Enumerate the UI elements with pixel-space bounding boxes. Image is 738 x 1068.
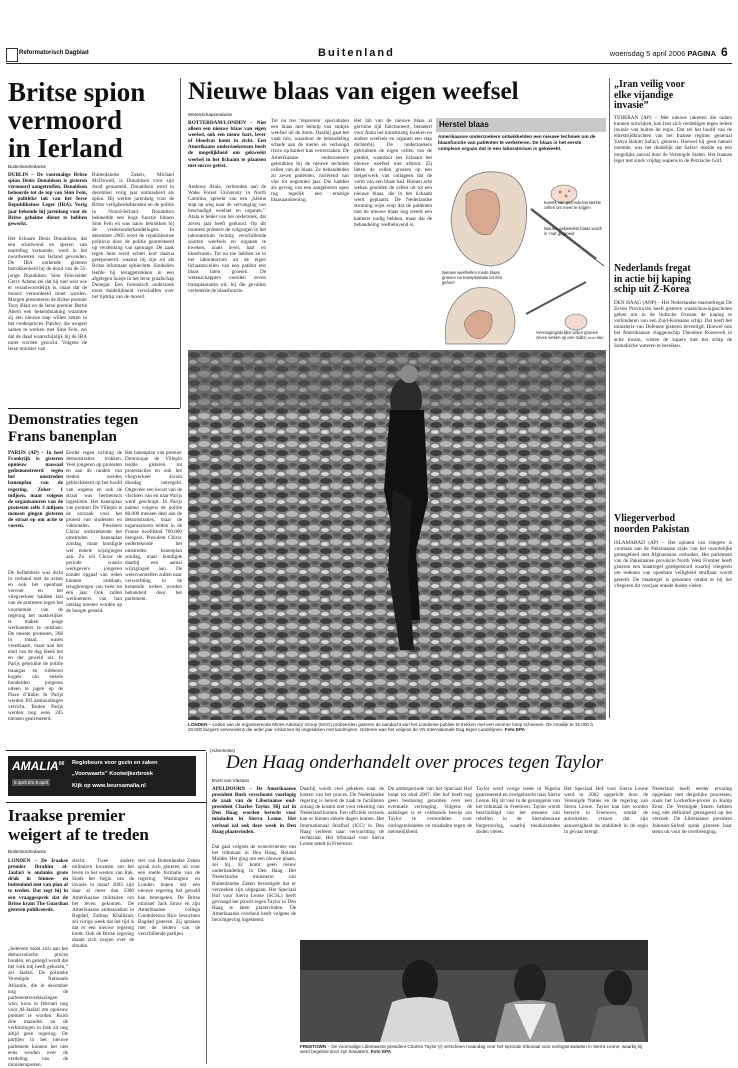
article-body: Anthony Atala, verbonden aan de Wake Forest University in North Carolina, spreekt van een ,,kleine stap op weg naar de vervanging van beschadigd weefsel en organen.’’ Atala is leider van het onderzoek, dat zeven jaar heeft geduurd. Op dit moment probeert de volgorgen in het laboratorium twintig verschillende soorten weefsels en organen te kweken, zoals lever, hart en bloedvaten. Tot nu toe hebben ze in het laboratorium uit de eigen lichaamscellen van een patiënt een blaas laten groeien. De wetenschappers voerden zeven transplantaties uit, bij die gevallen verbeterde de blaasfunctie. xyxy=(188,184,266,294)
byline: Wetenschapsredactie xyxy=(188,112,233,117)
brief-text: TEHERAN (AP) – Met nieuwe raketten die radars kunnen ontwijken, kan Iran zich verdedigen tegen iedere invasie van buiten de regio. Dat zei het hoofd van de elitestrijdkrachten van het Iraanse regime, generaal Yahya Rahim Safavi, gisteren. Hoewel hij geen namen noemde, was het duidelijk dat Safavi doelde op een mogelijke aanval door de Verenigde Staten. Het Iraanse leger test sinds vrijdag wapens in de Perzische Golf. xyxy=(614,115,732,164)
shoe-pile-image xyxy=(188,350,606,720)
brief-headline: Vliegerverbod noorden Pakistan xyxy=(614,513,690,535)
advert-banner xyxy=(8,756,196,796)
article-body: Het lichaam Denis Donaldson, dat een schotwond en sporen van marteling vertoonde, werd in het noordwesten van Ierland gevonden. De IRA ontkende gisteren betrokkenheid bij de dood van de 55-jarige Donaldson. Sinn Fein-leider Gerry Adams zei dat hij niet wist wie er verantwoordelijk is, maar dat de moord veroordeeld moet worden. Morgen presenteren de Britse premier Tony Blair en de Ierse premier Bertie Ahern een bekendmaking waarmee zij een nieuwe stap willen zetten in het vredesproces. Paisley, die weigert samen te werken met Sinn Fein, zei dat de daad waarschijnlijk bij de IRA moet worden gezocht. Volgens de Ierse minister van xyxy=(8,236,87,352)
article-lead: PARIJS (AP) – In heel Frankrijk is gisteren opnieuw massaal gedemonstreerd tegen het omstreden banenplan van de regering. Zeker 1 miljoen, maar volgens de organisatoren van de protesten zelfs 3 miljoen mensen gingen gisteren de straat op om actie te voeren. xyxy=(8,450,63,530)
article-lead: ROTTERDAM/LONDEN – Niet alleen een nieuwe blaas van eigen weefsel, ook een nieuw hart, lever of bloedvat komt in zicht. Een Amerikaans onderzoeksteam heeft de mogelijkheid om gekweekt weefsel in het lichaam te plaatsen met succes getest. xyxy=(188,120,266,169)
advert-dates: 5 april t/m 8 april xyxy=(14,780,48,785)
article-body: Het lab van de nieuwe blaas al gerruine tijd functioneert, benadert voor Atala het kunstmatig kweken en andere weefsels en organen een stap dichterbij. De onderzoekers gebruikten de eigen cellen van de patiënt, waardoor het lichaam het nieuwe weefsel niet afstoot. Zij lieten de cellen groeien op een steigerwerk van collageen dat de vorm van een blaas had. Binnen acht weken groeiden de cellen uit tot een nieuwe blaas, die in het lichaam werd geplaatst. De Nederlandse stroming wijst erop dat de patiënten met de nieuwe blaas nog steeds een katheter nodig hebben, maar dat de behandeling veelbelovend is. xyxy=(354,118,432,228)
page-date: woensdag 5 april 2006 PAGINA xyxy=(609,49,716,58)
masthead-rule xyxy=(6,63,732,64)
photo-taylor xyxy=(300,940,648,1042)
infographic-label: Nieuwe weefsellen mede blaas groeien na transplantatie tot één geheel xyxy=(442,270,503,285)
article-lead: LONDEN – De Iraakse premier Ibrahim al-Jaafari is ondanks grote druk in binnen- en buitenland niet van plan af te treden. Dat zegt hij in een vraaggesprek dat de Britse krant The Guardian gisteren publiceerde. xyxy=(8,858,68,913)
divider xyxy=(6,802,206,803)
article-body: Het banenplan van premier Dominique de Villepin leidde gisteren tot protestacties en ook het vliegverkeer kwam dinsdag ontregeld. Ongeveer een kwart van de vluchten van en naar Parijs werd geschrapt. In Parijs namen volgens de politie 80.000 mensen deel aan de demonstraties, maar de organisatoren telden in de Franse hoofdstad 700.000 betogers. President Chirac ondertekende het omstreden banenplan zondag, maar kondigde daarbij een aantal wijzigingen aan. De wetsvoorstellen zullen naar verwachting in de komende weken worden behandeld door het parlement. xyxy=(125,450,182,603)
article-body: De liefhebbers was dicht in verband met de acties en ook het openbaar vervoer en het vliegverkeer hadden last van de protesten tegen het voornemen van de regering het makkelijker te maken jonge werknemers te ontslaan. De meeste protesten, 268 in totaal, waren vreedzaam, maar aan het eind van de dag bleek het en der geweld uit. In Parijs gebruikte de politie traangas en rubberen kogels om enkele honderden jongeren uiteen te jagen op de Place d’Italie. In Parijs werden 383 aanhoudingen verricht. Buiten Parijs werden nog eens 245 mensen gearresteerd. xyxy=(8,570,63,723)
advert-line: Regiobeurs voor gezin en zaken xyxy=(72,760,158,766)
brief-headline: Nederlands fregat in actie bij kaping schip uit Z-Korea xyxy=(614,263,691,295)
photo-caption: LONDEN – Leden van de organiserende Mines Advisory Group (MAG) probeerden gisteren de aandacht van het Londense publiek te trekken met een enorme hoop schoenen. De moeilijk te 15.000 à 20.000 burgers verwondens die ieder jaar omkomen bij ongelukken met landmijnen. Gisteren was het volgens de VN Internationale Dag tegen Landmijnen. Foto EPA xyxy=(188,722,593,733)
taylor-image xyxy=(300,940,648,1042)
paper-logo xyxy=(6,48,18,62)
article-body: Het Speciaal Hof voor Sierra Leone werd in 2002 opgericht door de Verenigde Naties en de regering van Sierra Leone. Taylor kan niet worden berecht in Freetown, omdat de autoriteiten vrezen dat zijn aanwezigheid de stabiliteit in de regio in gevaar brengt. xyxy=(564,786,648,835)
byline: Buitenlandredactie xyxy=(8,849,47,854)
article-body: ster van Buitenlandse Zaken sprak zich gisteren uit voor een snelle formatie van de regering. Washington en Londen hopen dat een nieuwe regering het geweld kan beteugelen. De Britse minister Jack Straw en zijn Amerikaanse collega Condoleezza Rice bezochten Bagdad gisteren. Zij spraken met de leiders van de verschillende partijen. xyxy=(138,858,200,938)
photo-caption: FREETOWN – De voormalige Liberiaanse president Charles Taylor (r) verscheen maandag voor het speciale tribunaal voor oorlogsmisdaden in Sierra Leone, waarbij hij werd begeleid door zijn bewakers. Foto EPA xyxy=(300,1044,643,1055)
headline: Demonstraties tegen Frans banenplan xyxy=(8,412,139,445)
divider xyxy=(180,78,181,408)
headline: Den Haag onderhandelt over proces tegen Taylor xyxy=(226,752,604,773)
article-body: Eerder tegen richting de demonstraties trokken. Veel jongeren op protesten en aan de randen van steden werden geblockkeerd op het hoofd van wapens en ook de straat was hermetisch ingesloten. Het banenplan van premier De Villepin is de oorzaak voor het protest van studenten en vakbonden. President Chirac ondertekende het omstreden banenplan zondag, maar kondigde wel enkele wijzigingen aan. Zo wil Chirac de periode waarin werkgevers jongeren zonder opgaaf van reden kunnen ontslaan, terugbrengen van twee tot één jaar. Ook zullen werknemers van hun ontslag moeten worden op de hoogte gesteld. xyxy=(66,450,122,615)
advert-line: „Voorwaarts” Kootwijkerbroek xyxy=(72,771,154,777)
article-lead: DUBLIN – De voormalige Britse spion Denis Donaldson is gisteren vermoord aangetroffen. Donaldson behoorde tot de top van Sinn Fein, de politieke tak van het Ierse Republikeinse Leger (IRA). Vorig jaar bekende hij jarenlang voor de Britse geheime dienst te hebben gewerkt. xyxy=(8,172,87,227)
byline: Evert van Vlastuin xyxy=(212,778,250,783)
article-body: slecht. Twee andere militairen kwamen om het leven in het westen van Irak. Sinds het begin van de invasie in maart 2003 zijn daar al meer dan 2300 Amerikaanse militairen om het leven gekomen. De Amerikaanse ambassadeur in Bagdad, Zalmay Khalilzad, zei vorige week dat het tijd is dat er een nieuwe regering komt. Ook de Britse regering maakt zich zorgen over de situatie. xyxy=(72,858,134,950)
advert-label: (Advertentie) xyxy=(210,748,236,753)
brief-text: DEN HAAG (ANP) – Het Nederlandse marinefregat De Zeven Provinciën heeft gisteren waarschuwingsschoten gelost om in de Indische Oceaan de kaping te verhinderen van een Zuid-Koreaans schip. Dat heeft het ministerie van Defensie gisteren bevestigd. Hoewel ook het Amerikaanse vlaggenschip Theodore Roosevelt in actie kwam, wisten de kapers met het schip de Somalische wateren te bereiken. xyxy=(614,300,732,349)
divider xyxy=(8,408,180,409)
article-body: Buitenlandse Zaken, Michael McDowell, is Donaldson voor zijn dood gemarteld. Donaldson werd in december vorig jaar ontmaskerd als spion. Hij werkte jarenlang voor de Britse veiligheidsdiensten en de politie in Noord-Ierland. Donaldson bekleedde een hoge functie binnen Sinn Fein en was nauw betrokken bij de vredesonderhandelingen. In december 2005 werd de republikeinse politicus door de politie gearresteerd op verdenking van spionage. De zaak tegen hem werd echter kort daarna geseponeerd, waarna hij zijn rol als Britse informant opbiechtte. Sindsdien leefde hij teruggetrokken in een afgelegen huisje in het Ierse graafschap Donegal. Een forensisch onderzoek moet duidelijkheid verschaffen over het tijdstip van de moord. xyxy=(92,172,174,300)
brief-headline: „Iran veilig voor elke vijandige invasie” xyxy=(614,79,686,111)
infographic-label: Kweek van gezonde/versterkte cellen om meer te krijgen xyxy=(544,200,602,210)
masthead xyxy=(0,0,738,66)
article-body: De ambtsperiode van het Speciaal Hof loopt tot eind 2007. Het hof heeft nog geen beslissing genomen over een eventuele verlenging. Volgens de aanklager is er voldoende bewijs om Taylor te veroordelen voor oorlogsmisdaden en misdaden tegen de menselijkheid. xyxy=(388,786,472,835)
divider xyxy=(206,752,207,1064)
infographic-label: Vervangingsdelijke cellen groeien zeven weken op een mal xyxy=(536,330,599,340)
infographic-label: Nieuwe gekweekte blaas wordt in ‘mal’ gegroeid xyxy=(544,226,602,236)
article-body: Dat gaat volgens de woordvoerder van het tribunaal in Den Haag, Roland Mulder. Het ging om een nieuwe plaats, zei hij. Er komt geen nieuw onderhandeling in Den Haag. Het Nederlandse ministerie van Buitenlandse Zaken bevestigde dat er verzoeken zijn uitgegaan. Het Speciaal Hof voor Sierra Leone (SCSL) heeft gevraagd het proces tegen Taylor in Den Haag te laten plaatsvinden. De Amerikaanse overheid heeft volgens de berichtgeving ingestemd. xyxy=(212,844,296,924)
article-body: Taylor werd vorige week in Nigeria gearresteerd en overgebracht naar Sierra Leone. Hij zit vast in de gevangenis van het tribunaal in Freetown. Taylor wordt beschuldigd van het steunen van rebellen in de Sierraleoonse burgeroorlog, waarbij tienduizenden doden vielen. xyxy=(476,786,560,835)
divider xyxy=(609,78,610,718)
photo-shoe-pile xyxy=(188,350,606,720)
article-body: Nederland heeft eerder ervaring opgedaan met dergelijke processen, zoals het Lockerbie-proces in Kamp Zeist. De Verenigde Staten hebben nog niet definitief gereageerd op het verzoek. De Liberiaanse president Johnson-Sirleaf sprak gisteren haar steun uit voor de overbrenging. xyxy=(652,786,732,835)
byline: Buitenlandredactie xyxy=(8,164,47,169)
article-lead: APELDOORN – De Amerikaanse president Bush verschoont voorlopig de zaak van de Liberiaanse oud-president Charles Taylor. Hij zal in Den Haag worden berecht voor misdaden in Sierra Leone. Het verbaal zal ook deze week in Den Haag plaatsvinden. xyxy=(212,786,296,835)
infographic-herstel-blaas xyxy=(436,118,606,344)
sidebar-brief xyxy=(614,80,732,112)
advert-link[interactable]: Kijk op www.beursamalia.nl xyxy=(72,783,146,789)
infographic-title: Herstel blaas xyxy=(436,118,606,132)
divider xyxy=(6,750,206,751)
article-body: Daarbij wordt veel gekeken naar de kosten van het proces. De Nederlandse regering is bereid de zaak te faciliteren zolang de kosten niet voor rekening van Nederland komen. Een officiële verzoek kan er binnen enkele dagen komen. Het Internationaal Strafhof (ICC) in Den Haag verleent naar verwachting de rechtszaal. Het tribunaal voor Sierra Leone zetelt in Freetown. xyxy=(300,786,384,847)
page-number: 6 xyxy=(721,45,728,59)
section-title: Buitenland xyxy=(318,47,395,59)
bladder-illustration xyxy=(436,154,606,344)
infographic-credit: RD, bron BBC xyxy=(581,336,604,340)
advert-logo: AMALIA$^{06}$ xyxy=(12,759,65,773)
headline: Britse spion vermoord in Ierland xyxy=(8,77,146,163)
article-body: Tot nu toe ‘repareren’ specialisten een blaas met behulp van stukjes weefsel uit de darm. Daarbij gaat het vaak mis, waardoor de behandeling schade aan de nieren en verhoogd risico op kanker kan veroorzaken. De Amerikaanse onderzoekers gebruikten bij de nieuwe techniek cellen van de blaas. Ze behandelden zo zeven patiënten, variërend van vier tot negentien jaar. Die hadden als gevolg van een aangeboren open rug tegelijk een ernstige blaasaandoening. xyxy=(271,118,349,204)
headline: Nieuwe blaas van eigen weefsel xyxy=(188,78,519,105)
headline: Iraakse premier weigert af te treden xyxy=(8,806,149,844)
article-body: „Iedereen moet zich aan het democratische proces houden, en gezegd wordt dat het volk mij heeft gekozen,” zei Jaafari. De politieke Verenigde Nationale Alliantie, die in december nog de parlementsverkiezingen won, koos in februari nog voor Al-Jaafari om opnieuw premier te worden. Ruim drie maanden na de verkiezingen in Irak zit nog altijd geen regering. De partijen in het nieuwe parlement kunnen het niet eens worden over de verdeling van de ministersposten. xyxy=(8,946,68,1068)
article-britse-spion xyxy=(8,78,188,162)
infographic-intro: Amerikaanse onderzoekers ontwikkelden een nieuwe techniek om de blaasfunctie van patiënten te verbeteren. De blaas is het eerste complexe orgaan dat in een laboratorium is gekweekt. xyxy=(438,135,596,152)
paper-name: Reformatorisch Dagblad xyxy=(19,50,89,56)
brief-text: ISLAMABAD (AP) – Het oplaten van vliegers is voortaan aan de Pakistaanse zijde van het noordelijke grensgebied met Afghanistan verboden. Het parlement van de Pakistaanse provincie North West Frontier heeft gisteren een maatregel goedgekeurd waarbij vliegeren om redenen van openbare veiligheid strafbaar wordt gesteld. De maatregel is genomen omdat er bij het vliegeren dit voorjaar enkele doden vielen. xyxy=(614,540,732,589)
